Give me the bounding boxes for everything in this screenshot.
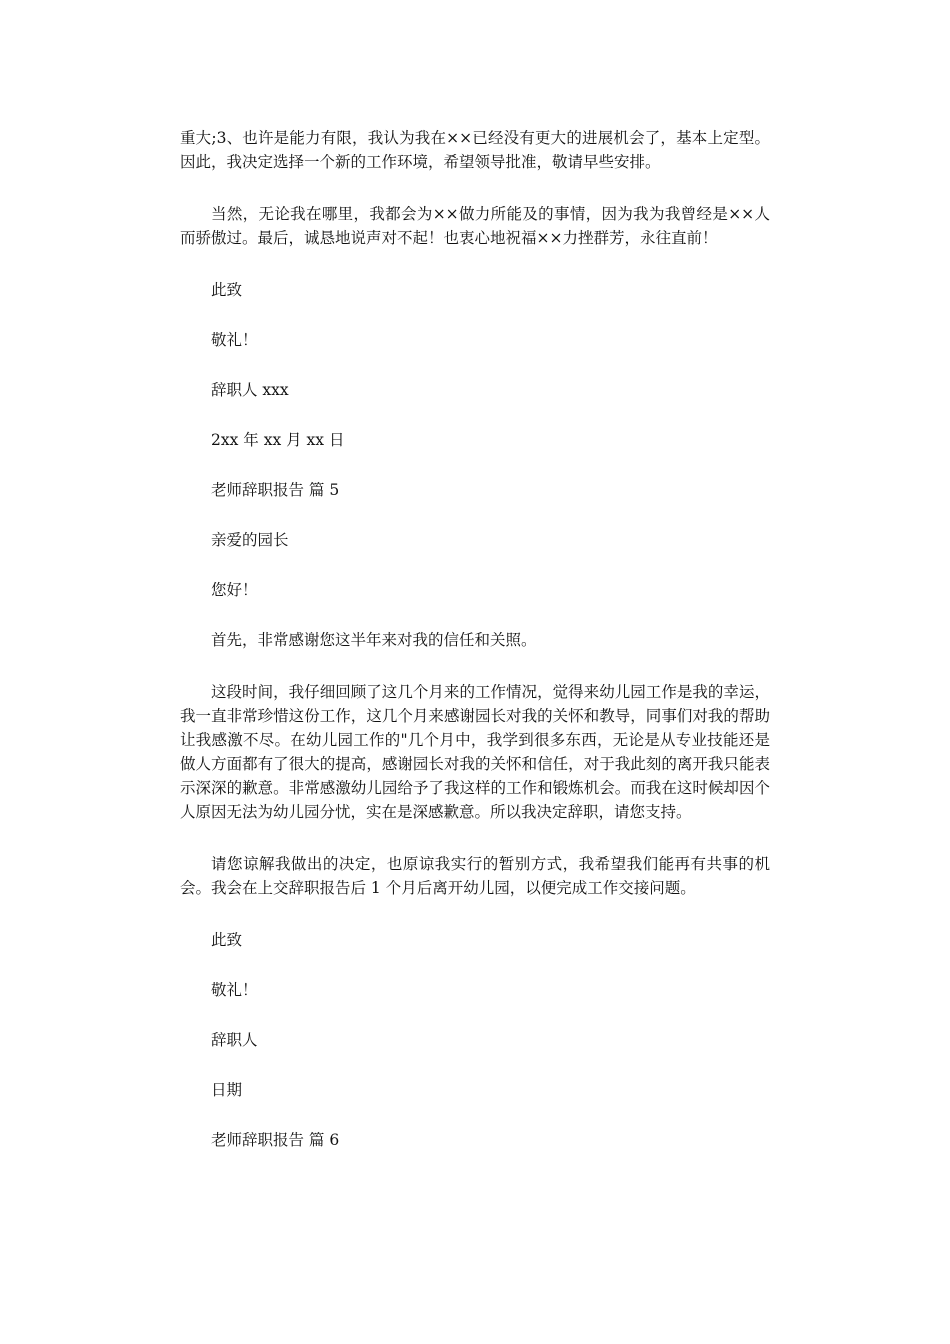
date-line: 2xx 年 xx 月 xx 日 [211, 431, 345, 449]
greeting-recipient: 亲爱的园长 [211, 531, 289, 549]
section-heading: 老师辞职报告 篇 6 [211, 1131, 340, 1149]
body-paragraph: 这段时间，我仔细回顾了这几个月来的工作情况，觉得来幼儿园工作是我的幸运，我一直非常珍惜这份工作，这几个月来感谢园长对我的关怀和教导，同事们对我的帮助让我感激不尽。在幼儿园工作的"几个月中，我学到很多东西，无论是从专业技能还是做人方面都有了很大的提高，感谢园长对我的关怀和信任，对于我此刻的离开我只能表示深深的歉意。非常感激幼儿园给予了我这样的工作和锻炼机会。而我在这时候却因个人原因无法为幼儿园分忧，实在是深感歉意。所以我决定辞职，请您支持。 [180, 683, 770, 821]
signature-line: 辞职人 [211, 1031, 258, 1049]
document-page [180, 126, 770, 1152]
section-heading: 老师辞职报告 篇 5 [211, 481, 340, 499]
salutation-respect: 敬礼！ [211, 331, 258, 349]
salutation-closing: 此致 [211, 931, 243, 949]
salutation-respect: 敬礼！ [211, 981, 258, 999]
body-paragraph: 请您谅解我做出的决定，也原谅我实行的暂别方式，我希望我们能再有共事的机会。我会在上交辞职报告后 1 个月后离开幼儿园，以便完成工作交接问题。 [180, 855, 770, 897]
body-paragraph: 重大;3、也许是能力有限，我认为我在××已经没有更大的进展机会了，基本上定型。因此，我决定选择一个新的工作环境，希望领导批准，敬请早些安排。 [180, 129, 770, 171]
body-paragraph: 当然，无论我在哪里，我都会为××做力所能及的事情，因为我为我曾经是××人而骄傲过。最后，诚恳地说声对不起！也衷心地祝福××力挫群芳，永往直前！ [180, 205, 770, 247]
signature-line: 辞职人 xxx [211, 381, 289, 399]
salutation-closing: 此致 [211, 281, 243, 299]
body-paragraph: 首先，非常感谢您这半年来对我的信任和关照。 [211, 631, 537, 649]
greeting: 您好！ [211, 581, 258, 599]
date-line: 日期 [211, 1081, 243, 1099]
